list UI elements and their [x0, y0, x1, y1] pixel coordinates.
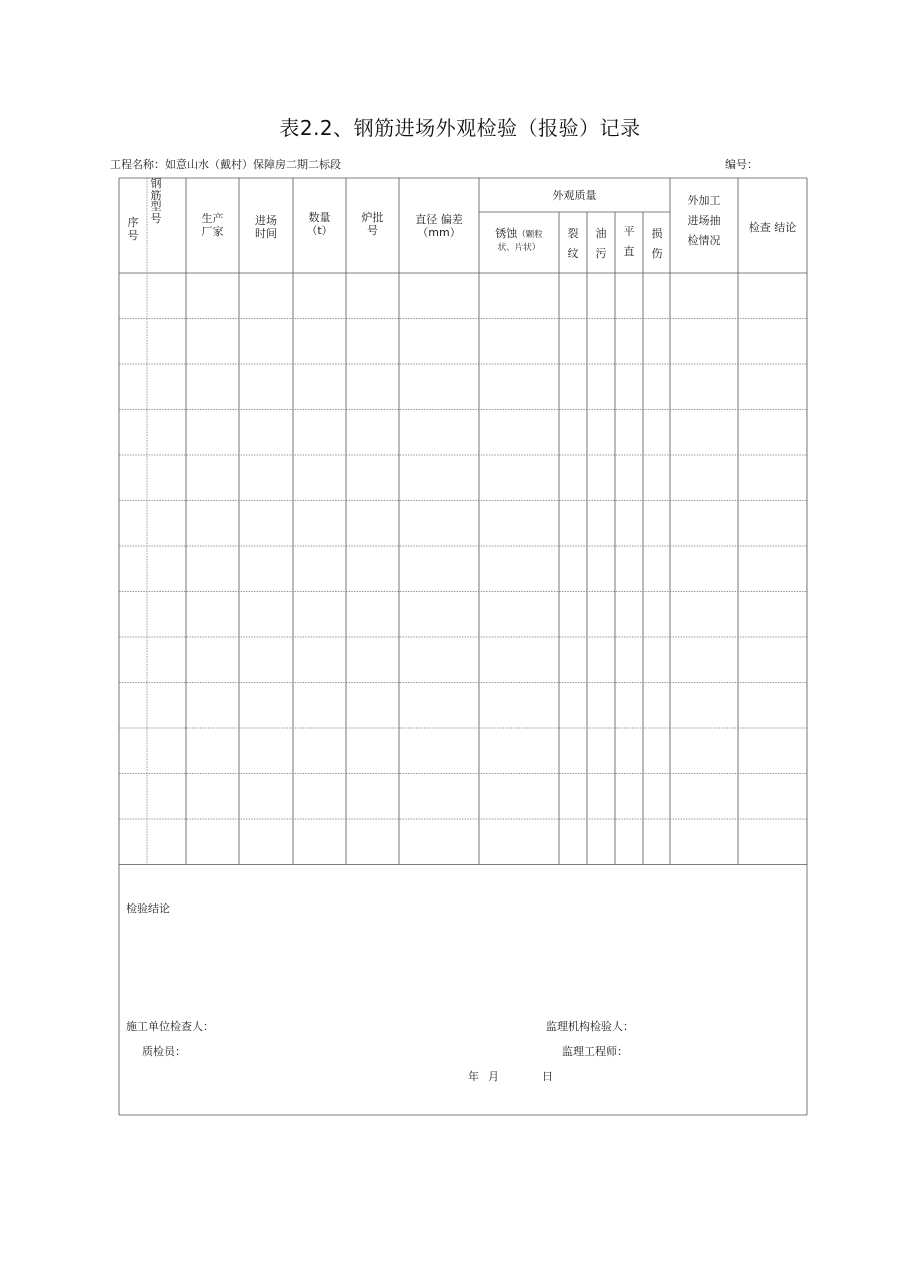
- header-steel-type: 钢 筋 型 号: [150, 177, 162, 225]
- project-name: 工程名称：如意山水（戴村）保障房二期二标段: [110, 158, 341, 171]
- header-entry-time: 进场 时间: [255, 214, 277, 240]
- header-appearance-quality: 外观质量: [552, 188, 597, 202]
- date-day-label: 日: [542, 1070, 553, 1083]
- contractor-inspector-label: 施工单位检查人：: [126, 1020, 214, 1033]
- header-crack: 裂 纹: [567, 227, 579, 260]
- header-batch-no: 炉批 号: [361, 211, 384, 237]
- header-inspection-result: 检查 结论: [748, 220, 797, 234]
- date-month-label: 月: [488, 1070, 499, 1083]
- header-rust-main: 锈蚀: [495, 227, 518, 241]
- quality-inspector-label: 质检员：: [142, 1045, 186, 1058]
- header-manufacturer: 生产 厂家: [201, 212, 224, 238]
- supervisor-inspector-label: 监理机构检验人：: [546, 1020, 634, 1033]
- header-external-inspection: 外加工 进场抽 检情况: [687, 194, 721, 247]
- supervising-engineer-label: 监理工程师：: [562, 1045, 628, 1058]
- header-diameter-deviation: 直径 偏差 （mm）: [415, 213, 463, 239]
- date-year-label: 年: [468, 1070, 479, 1083]
- header-damage: 损 伤: [651, 227, 663, 260]
- header-quantity: 数量 （t）: [306, 211, 333, 237]
- header-rust-note: （颗粒 状、片状）: [497, 230, 543, 253]
- header-straightness: 平 直: [623, 225, 635, 258]
- conclusion-label: 检验结论: [126, 902, 170, 915]
- document-code: 编号：: [725, 158, 758, 171]
- header-seq: 序 号: [127, 216, 139, 242]
- page-title: 表2.2、钢筋进场外观检验（报验）记录: [279, 116, 641, 140]
- header-rust: [481, 220, 557, 262]
- header-oil-stain: 油 污: [595, 227, 607, 260]
